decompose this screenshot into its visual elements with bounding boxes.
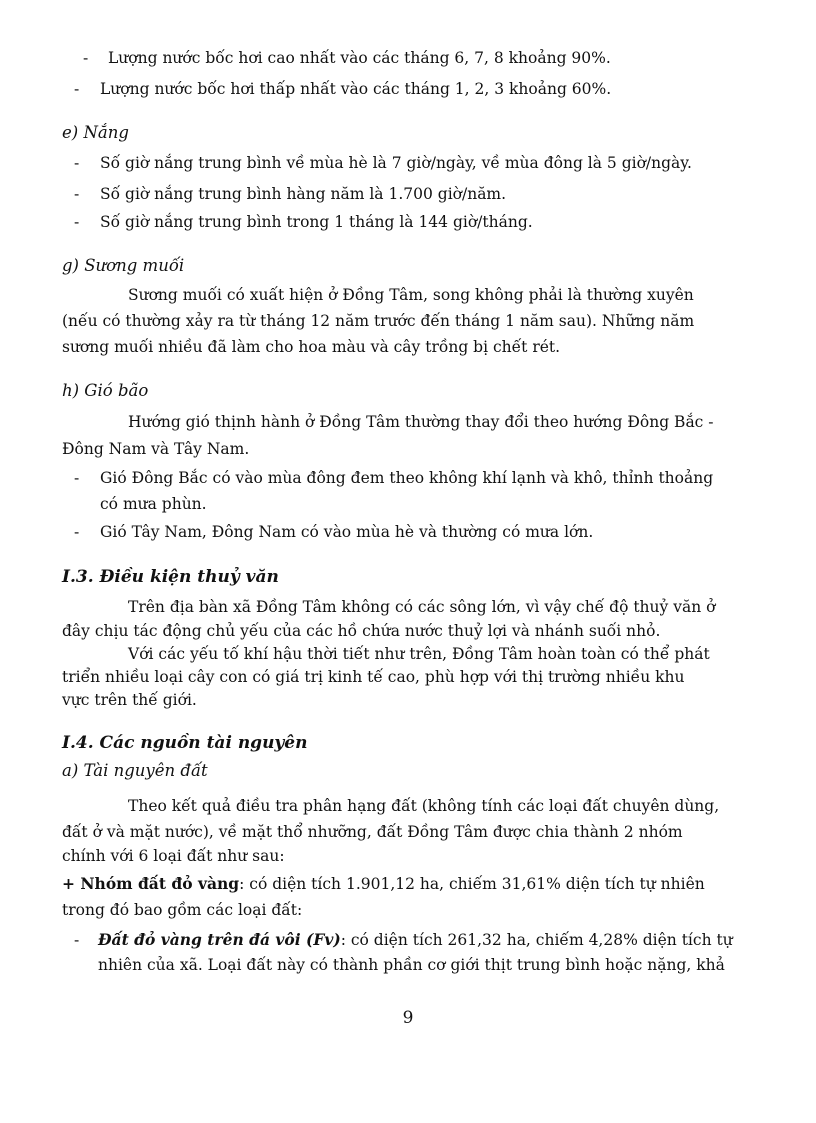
bullet-dash: -	[74, 154, 80, 172]
bullet-dash: -	[74, 931, 80, 949]
paragraph-line: đây chịu tác động chủ yếu của các hồ chứa nước thuỷ lợi và nhánh suối nhỏ.	[62, 622, 661, 640]
evap-line: Lượng nước bốc hơi cao nhất vào các tháng 6, 7, 8 khoảng 90%.	[108, 49, 611, 67]
paragraph-line	[62, 874, 705, 894]
sun-item: Số giờ nắng trung bình trong 1 tháng là 144 giờ/tháng.	[100, 213, 533, 231]
evap-line: Lượng nước bốc hơi thấp nhất vào các tháng 1, 2, 3 khoảng 60%.	[100, 80, 612, 98]
soil-item	[98, 930, 733, 950]
paragraph-line: chính với 6 loại đất như sau:	[62, 847, 285, 865]
group-text: : có diện tích 1.901,12 ha, chiếm 31,61% diện tích tự nhiên	[239, 875, 705, 893]
paragraph-line: vực trên thế giới.	[62, 691, 197, 709]
wind-item: có mưa phùn.	[100, 495, 207, 513]
subsection-heading: a) Tài nguyên đất	[62, 761, 208, 780]
section-heading: g) Sương muối	[62, 256, 185, 275]
section-heading: I.4. Các nguồn tài nguyên	[62, 733, 308, 753]
bullet-dash: -	[74, 80, 80, 98]
paragraph-line: trong đó bao gồm các loại đất:	[62, 901, 303, 919]
paragraph-line: Sương muối có xuất hiện ở Đồng Tâm, song không phải là thường xuyên	[128, 286, 694, 304]
paragraph-line: triển nhiều loại cây con có giá trị kinh tế cao, phù hợp với thị trường nhiều khu	[62, 668, 685, 686]
page-number: 9	[402, 1008, 414, 1028]
paragraph-line: (nếu có thường xảy ra từ tháng 12 năm trước đến tháng 1 năm sau). Những năm	[62, 312, 695, 330]
bullet-dash: -	[74, 185, 80, 203]
paragraph-line: Theo kết quả điều tra phân hạng đất (không tính các loại đất chuyên dùng,	[128, 797, 720, 815]
paragraph-line: sương muối nhiều đã làm cho hoa màu và cây trồng bị chết rét.	[62, 338, 561, 356]
soil-item: nhiên của xã. Loại đất này có thành phần cơ giới thịt trung bình hoặc nặng, khả	[98, 956, 725, 974]
wind-item: Gió Đông Bắc có vào mùa đông đem theo không khí lạnh và khô, thỉnh thoảng	[100, 469, 714, 487]
paragraph-line: đất ở và mặt nước), về mặt thổ nhưỡng, đất Đồng Tâm được chia thành 2 nhóm	[62, 823, 683, 841]
paragraph-line: Đông Nam và Tây Nam.	[62, 440, 250, 458]
section-heading: I.3. Điều kiện thuỷ văn	[62, 567, 279, 587]
section-heading: e) Nắng	[62, 123, 129, 142]
bullet-dash: -	[74, 469, 80, 487]
paragraph-line: Hướng gió thịnh hành ở Đồng Tâm thường thay đổi theo hướng Đông Bắc -	[128, 413, 714, 431]
paragraph-line: Trên địa bàn xã Đồng Tâm không có các sông lớn, vì vậy chế độ thuỷ văn ở	[128, 598, 716, 616]
bullet-dash: -	[83, 49, 89, 67]
soil-text: : có diện tích 261,32 ha, chiếm 4,28% diện tích tự	[340, 931, 733, 949]
sun-item: Số giờ nắng trung bình hàng năm là 1.700 giờ/năm.	[100, 185, 507, 203]
wind-item: Gió Tây Nam, Đông Nam có vào mùa hè và thường có mưa lớn.	[100, 523, 594, 541]
soil-label: Đất đỏ vàng trên đá vôi (Fv)	[98, 930, 341, 949]
bullet-dash: -	[74, 213, 80, 231]
paragraph-line: Với các yếu tố khí hậu thời tiết như trên, Đồng Tâm hoàn toàn có thể phát	[128, 645, 710, 663]
sun-item: Số giờ nắng trung bình về mùa hè là 7 giờ/ngày, về mùa đông là 5 giờ/ngày.	[100, 154, 692, 172]
section-heading: h) Gió bão	[62, 381, 149, 400]
group-label: + Nhóm đất đỏ vàng	[62, 874, 240, 893]
bullet-dash: -	[74, 523, 80, 541]
